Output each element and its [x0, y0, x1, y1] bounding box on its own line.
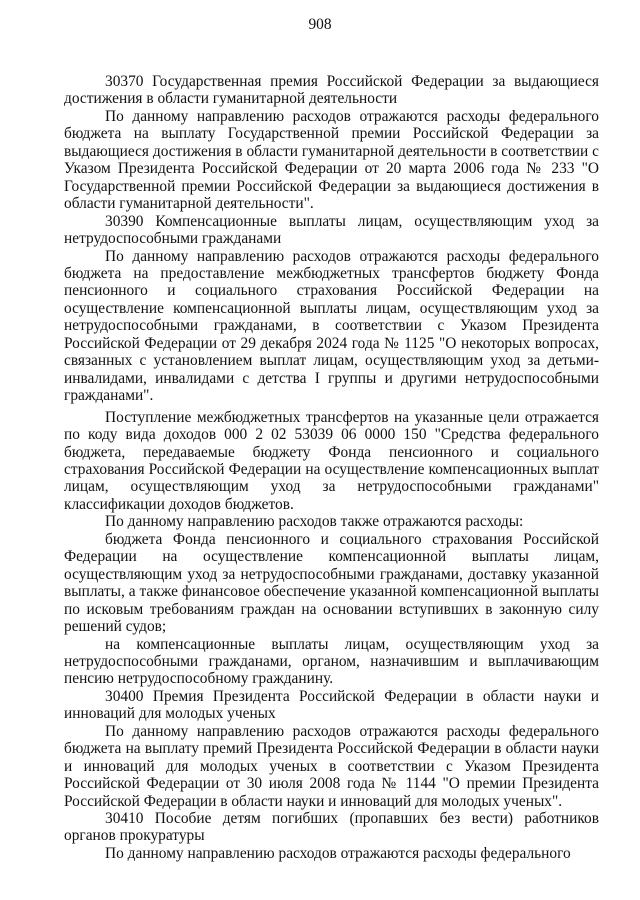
paragraph: По данному направлению расходов отражаются расходы федерального	[105, 844, 571, 862]
paragraph: По данному направлению расходов также отражаются расходы:	[105, 513, 524, 531]
section-heading-30410: 30410 Пособие детям погибших (пропавших без вести) работников органов прокуратуры	[64, 810, 599, 845]
section-heading-30390: 30390 Компенсационные выплаты лицам, осуществляющим уход за нетрудоспособными гражданами	[64, 212, 599, 248]
page-number: 908	[308, 16, 332, 33]
paragraph: По данному направлению расходов отражаются расходы федерального бюджета на предоставление межбюджетных трансфертов бюджету Фонда пенсионного и социального страхования Российской Федерации на осуществление компенсационной выплаты лицам, осуществляющим уход за нетрудоспособными гражданами, в соответствии с Указом Президента Российской Федерации от 29 декабря 2024 года № 1125 "О некоторых вопросах, связанных с установлением выплат лицам, осуществляющим уход за детьми-инвалидами, инвалидами с детства I группы и другими нетрудоспособными гражданами".	[64, 247, 599, 405]
list-item: бюджета Фонда пенсионного и социального страхования Российской Федерации на осуществление компенсационной выплаты лицам, осуществляющим уход за нетрудоспособными гражданами, доставку указанной выплаты, а также финансовое обеспечение указанной компенсационной выплаты по исковым требованиям граждан на основании вступивших в законную силу решений судов;	[64, 530, 599, 636]
section-heading-30370: 30370 Государственная премия Российской Федерации за выдающиеся достижения в области гуманитарной деятельности	[64, 73, 599, 108]
document-body	[64, 73, 599, 862]
section-heading-30400: 30400 Премия Президента Российской Федерации в области науки и инноваций для молодых ученых	[64, 687, 599, 723]
paragraph: По данному направлению расходов отражаются расходы федерального бюджета на выплату Государственной премии Российской Федерации за выдающиеся достижения в области гуманитарной деятельности в соответствии с Указом Президента Российской Федерации от 20 марта 2006 года № 233 "О Государственной премии Российской Федерации за выдающиеся достижения в области гуманитарной деятельности".	[64, 107, 599, 213]
paragraph: Поступление межбюджетных трансфертов на указанные цели отражается по коду вида доходов 000 2 02 53039 06 0000 150 "Средства федерального бюджета, передаваемые бюджету Фонда пенсионного и социального страхования Российской Федерации на осуществление компенсационных выплат лицам, осуществляющим уход за нетрудоспособными гражданами" классификации доходов бюджетов.	[64, 408, 599, 513]
list-item: на компенсационные выплаты лицам, осуществляющим уход за нетрудоспособными гражданами, органом, назначившим и выплачивающим пенсию нетрудоспособному гражданину.	[64, 635, 599, 688]
paragraph: По данному направлению расходов отражаются расходы федерального бюджета на выплату премий Президента Российской Федерации в области науки и инноваций для молодых ученых в соответствии с Указом Президента Российской Федерации от 30 июля 2008 года № 1144 "О премии Президента Российской Федерации в области науки и инноваций для молодых ученых".	[64, 722, 599, 810]
